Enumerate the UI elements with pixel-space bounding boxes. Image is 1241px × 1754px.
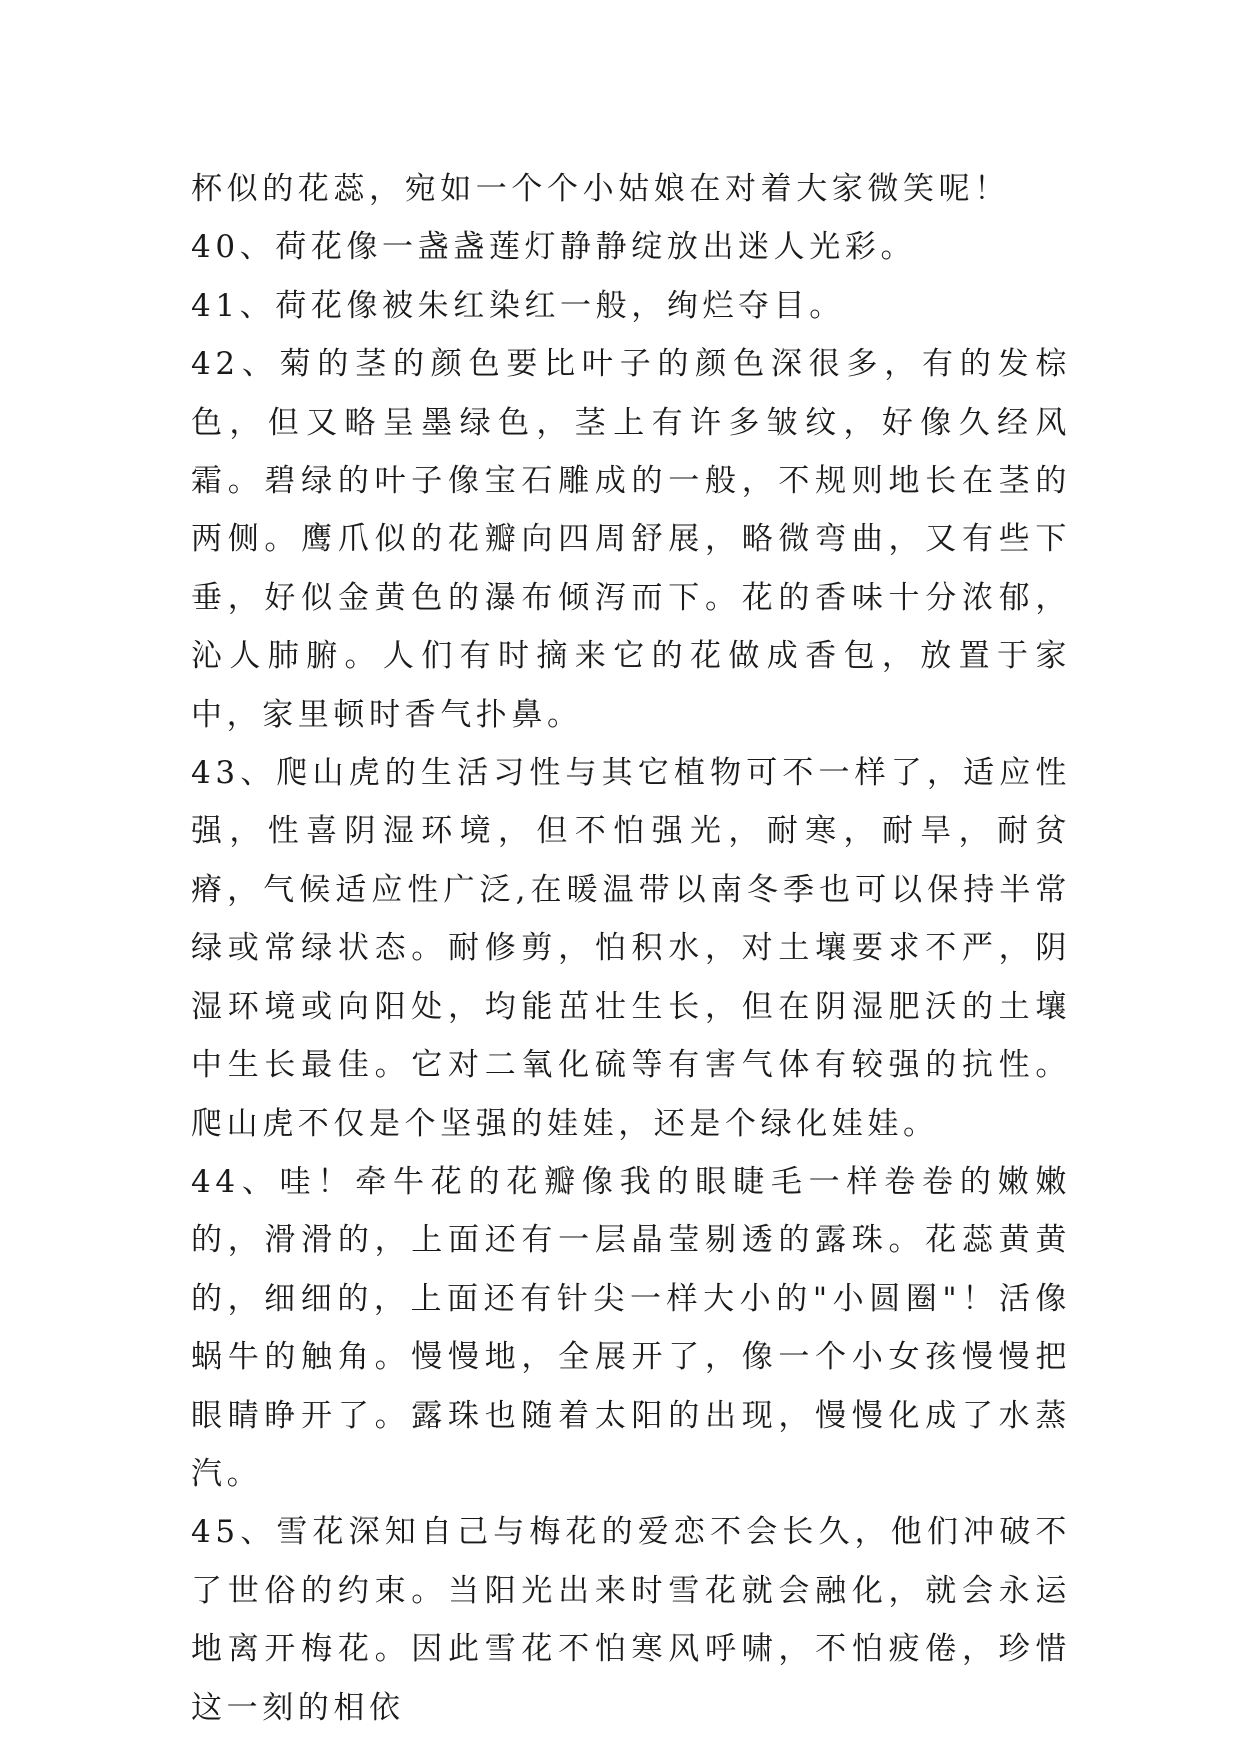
paragraph-item-40: 40、荷花像一盏盏莲灯静静绽放出迷人光彩。 — [191, 229, 917, 266]
paragraph-item-42: 42、菊的茎的颜色要比叶子的颜色深很多，有的发棕色，但又略呈墨绿色，茎上有许多皱纹，好像久经风霜。碧绿的叶子像宝石雕成的一般，不规则地长在茎的两侧。鹰爪似的花瓣向四周舒展，略微弯曲，又有些下垂，好似金黄色的瀑布倾泻而下。花的香味十分浓郁，沁人肺腑。人们有时摘来它的花做成香包，放置于家中，家里顿时香气扑鼻。 — [191, 346, 1071, 733]
paragraph-continuation: 杯似的花蕊，宛如一个个小姑娘在对着大家微笑呢！ — [191, 171, 1010, 207]
paragraph-item-44: 44、哇！牵牛花的花瓣像我的眼睫毛一样卷卷的嫩嫩的，滑滑的，上面还有一层晶莹剔透的露珠。花蕊黄黄的，细细的，上面还有针尖一样大小的"小圆圈"！活像蜗牛的触角。慢慢地，全展开了，像一个小女孩慢慢把眼睛睁开了。露珠也随着太阳的出现，慢慢化成了水蒸汽。 — [191, 1163, 1071, 1492]
paragraph-item-45: 45、雪花深知自己与梅花的爱恋不会长久，他们冲破不了世俗的约束。当阳光出来时雪花就会融化，就会永运地离开梅花。因此雪花不怕寒风呼啸，不怕疲倦，珍惜这一刻的相依 — [191, 1514, 1071, 1726]
document-body — [191, 160, 1071, 1737]
paragraph-item-43: 43、爬山虎的生活习性与其它植物可不一样了，适应性强，性喜阴湿环境，但不怕强光，耐寒，耐旱，耐贫瘠，气候适应性广泛,在暖温带以南冬季也可以保持半常绿或常绿状态。耐修剪，怕积水，对土壤要求不严，阴湿环境或向阳处，均能茁壮生长，但在阴湿肥沃的土壤中生长最佳。它对二氧化硫等有害气体有较强的抗性。爬山虎不仅是个坚强的娃娃，还是个绿化娃娃。 — [191, 755, 1071, 1142]
paragraph-item-41: 41、荷花像被朱红染红一般，绚烂夺目。 — [191, 287, 845, 324]
